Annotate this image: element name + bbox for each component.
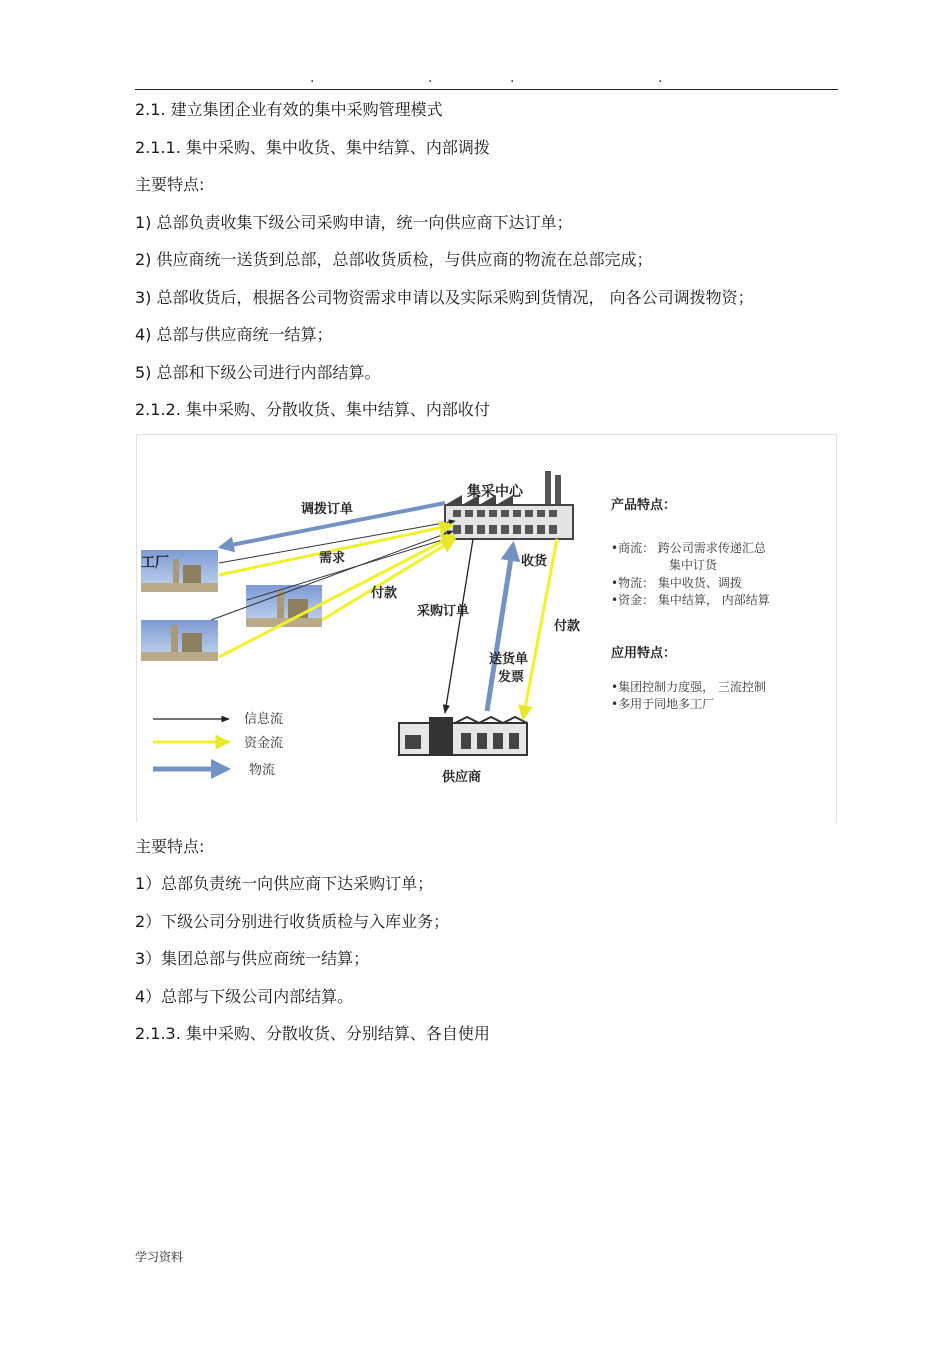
header-rule [135,89,838,90]
footer-text: 学习资料 [135,1250,184,1264]
product-feature-line: 集中订货 [669,558,718,572]
procurement-center-building [445,471,573,539]
section-2-1-1-features-label: 主要特点: [135,175,205,194]
legend-logistics-flow: 物流 [249,763,276,778]
section-2-1-2-features-label: 主要特点: [135,837,205,856]
product-features-title: 产品特点： [611,498,677,513]
section-2-1-1-item: 3) 总部收货后，根据各公司物资需求申请以及实际采购到货情况， 向各公司调拨物资； [135,288,754,307]
factory-label: 工厂 [141,555,169,571]
supplier-building [399,717,527,755]
header-dots [135,70,838,90]
header-dot: . [310,70,315,86]
supplier-label: 供应商 [442,770,482,785]
label-delivery-note: 送货单 [489,652,529,667]
factory-image [141,620,218,661]
section-2-1-2-item: 4）总部与下级公司内部结算。 [135,987,354,1006]
label-purchase-order: 采购订单 [417,604,470,619]
label-payment-right: 付款 [554,619,581,634]
section-2-1-2-item: 2）下级公司分别进行收货质检与入库业务； [135,912,450,931]
section-2-1-1-title: 2.1.1. 集中采购、集中收货、集中结算、内部调拨 [135,138,490,157]
application-feature-line: •集团控制力度强， 三流控制 [611,680,766,694]
application-features-title: 应用特点： [611,646,677,661]
label-transfer-order: 调拨订单 [301,502,354,517]
diagram-legend [153,711,283,778]
section-2-1-1-item: 5) 总部和下级公司进行内部结算。 [135,363,381,382]
section-2-1-title: 2.1. 建立集团企业有效的集中采购管理模式 [135,100,443,119]
header-dot: . [510,70,515,86]
procurement-diagram [136,434,837,822]
factory-image [246,585,322,627]
header-dot: . [658,70,663,86]
product-feature-line: •商流： 跨公司需求传递汇总 [611,541,766,555]
header-dot: . [428,70,433,86]
center-label: 集采中心 [467,484,523,500]
label-payment-left: 付款 [371,586,398,601]
product-feature-line: •资金： 集中结算， 内部结算 [611,593,770,607]
application-feature-line: •多用于同地多工厂 [611,697,715,711]
section-2-1-3-title: 2.1.3. 集中采购、分散收货、分别结算、各自使用 [135,1024,490,1043]
section-2-1-2-title: 2.1.2. 集中采购、分散收货、集中结算、内部收付 [135,400,490,419]
legend-capital-flow: 资金流 [244,736,284,751]
section-2-1-1-item: 1) 总部负责收集下级公司采购申请，统一向供应商下达订单； [135,213,573,232]
section-2-1-1-item: 2) 供应商统一送货到总部，总部收货质检，与供应商的物流在总部完成； [135,250,653,269]
product-feature-line: •物流： 集中收货、调拨 [611,576,742,590]
section-2-1-1-item: 4) 总部与供应商统一结算； [135,325,333,344]
label-demand: 需求 [319,551,346,566]
section-2-1-2-item: 3）集团总部与供应商统一结算； [135,949,370,968]
section-2-1-2-item: 1）总部负责统一向供应商下达采购订单； [135,874,434,893]
application-features [611,645,766,711]
legend-information-flow: 信息流 [244,712,284,727]
label-receive: 收货 [521,554,548,569]
product-features [611,497,770,607]
label-invoice: 发票 [498,670,525,685]
